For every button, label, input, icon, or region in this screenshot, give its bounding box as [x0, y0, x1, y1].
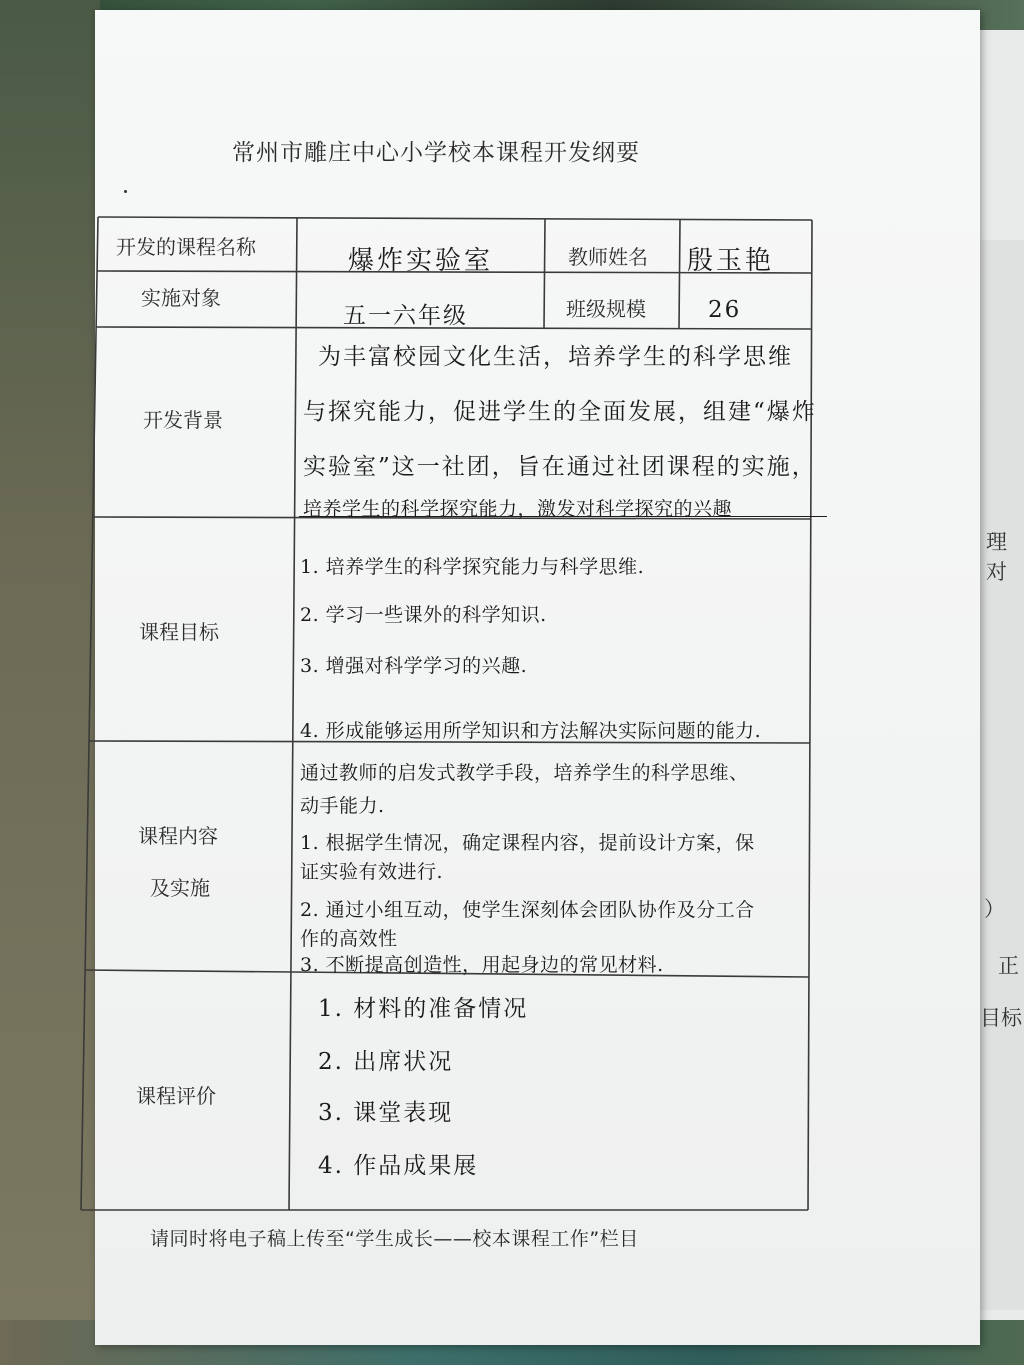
course-goals-label: 课程目标 — [139, 620, 219, 644]
goal-item: 4. 形成能够运用所学知识和方法解决实际问题的能力. — [300, 720, 762, 742]
target-audience-label: 实施对象 — [141, 286, 221, 310]
content-line: 作的高效性 — [300, 928, 398, 950]
document-title: 常州市雕庄中心小学校本课程开发纲要 — [232, 140, 640, 166]
course-name-label: 开发的课程名称 — [116, 235, 256, 259]
class-size-value: 26 — [708, 297, 742, 323]
course-name-value: 爆炸实验室 — [348, 246, 494, 276]
course-evaluation-label: 课程评价 — [136, 1084, 216, 1108]
teacher-name-label: 教师姓名 — [568, 245, 648, 269]
footer-note: 请同时将电子稿上传至“学生成长——校本课程工作”栏目 — [150, 1228, 639, 1250]
goal-item: 3. 增强对科学学习的兴趣. — [300, 655, 528, 677]
side-page-fold — [975, 240, 1024, 1310]
side-page-fragment: ） — [984, 897, 1005, 921]
background-left — [0, 0, 100, 1365]
content-line: 证实验有效进行. — [300, 861, 444, 883]
evaluation-item: 3. 课堂表现 — [318, 1100, 454, 1126]
paper-sheet — [95, 10, 980, 1345]
background-line: 为丰富校园文化生活，培养学生的科学思维 — [318, 344, 793, 370]
content-line: 3. 不断提高创造性，用起身边的常见材料. — [300, 954, 664, 976]
teacher-name-value: 殷玉艳 — [687, 246, 775, 276]
goal-item: 2. 学习一些课外的科学知识. — [300, 604, 547, 626]
content-line: 动手能力. — [300, 795, 385, 817]
evaluation-item: 1. 材料的准备情况 — [318, 996, 529, 1022]
side-page-fragment: 目标 — [980, 1006, 1022, 1030]
handwritten-underline — [299, 516, 827, 517]
side-page-fragment: 正 — [998, 954, 1019, 978]
content-line: 通过教师的启发式教学手段，培养学生的科学思维、 — [300, 762, 749, 784]
course-content-label: 课程内容 — [138, 824, 218, 848]
paper-speck — [124, 190, 127, 193]
class-size-label: 班级规模 — [566, 297, 646, 321]
background-line: 实验室”这一社团，旨在通过社团课程的实施， — [303, 454, 817, 480]
content-line: 2. 通过小组互动，使学生深刻体会团队协作及分工合 — [300, 899, 755, 921]
content-line: 1. 根据学生情况，确定课程内容，提前设计方案，保 — [300, 832, 755, 854]
background-label: 开发背景 — [143, 408, 223, 432]
goal-item: 1. 培养学生的科学探究能力与科学思维. — [300, 556, 645, 578]
evaluation-item: 4. 作品成果展 — [318, 1153, 479, 1179]
background-line: 培养学生的科学探究能力，激发对科学探究的兴趣 — [303, 498, 733, 520]
evaluation-item: 2. 出席状况 — [318, 1049, 454, 1075]
target-audience-value: 五一六年级 — [343, 303, 468, 329]
background-line: 与探究能力，促进学生的全面发展，组建“爆炸 — [303, 399, 817, 425]
course-content-label-line2: 及实施 — [150, 876, 210, 900]
side-page-fragment: 理对 — [986, 530, 1007, 584]
